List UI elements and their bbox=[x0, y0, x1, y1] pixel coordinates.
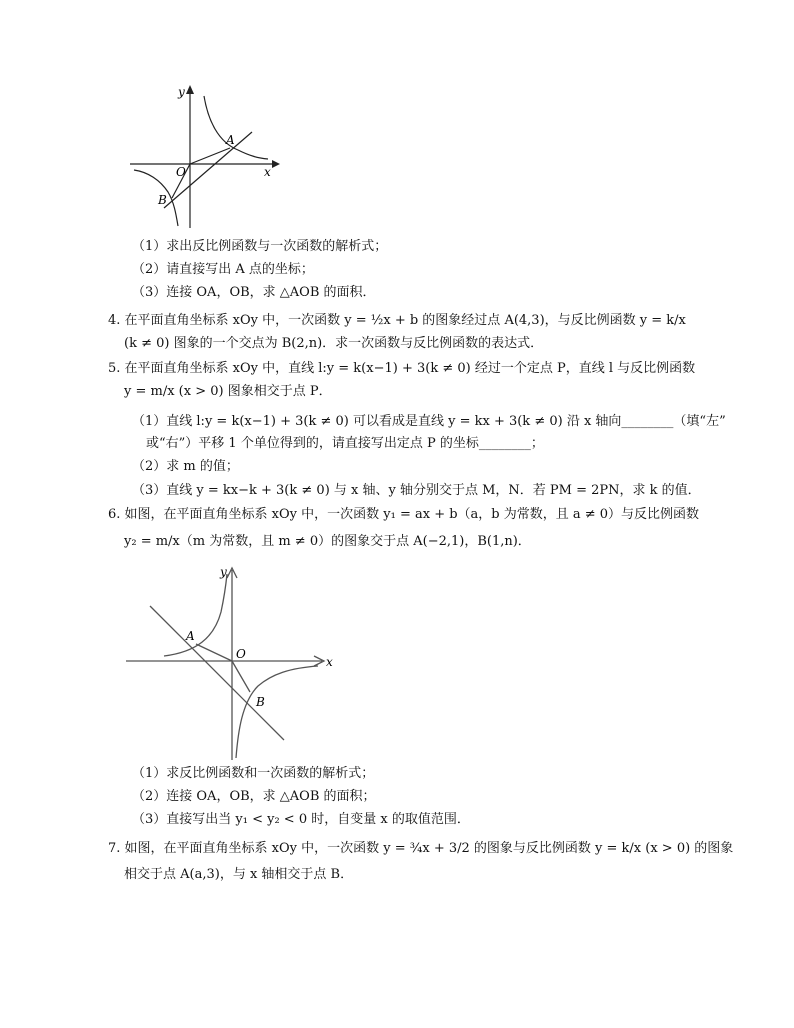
label-x: x bbox=[326, 655, 333, 669]
linear-line bbox=[150, 606, 284, 740]
q6-sub3: （3）直接写出当 y₁ < y₂ < 0 时，自变量 x 的取值范围． bbox=[132, 812, 470, 827]
label-x: x bbox=[264, 165, 271, 179]
q7-line1: 7. 如图，在平面直角坐标系 xOy 中，一次函数 y = ¾x + 3/2 的图象与反比例函数 y = k/x (x > 0) 的图象 bbox=[108, 841, 734, 856]
q4-line1: 4. 在平面直角坐标系 xOy 中，一次函数 y = ½x + b 的图象经过点 A(4,3)，与反比例函数 y = k/x bbox=[108, 313, 686, 328]
q3-sub3: （3）连接 OA，OB，求 △AOB 的面积． bbox=[132, 285, 376, 300]
q5-sub1a: （1）直线 l:y = k(x−1) + 3(k ≠ 0) 可以看成是直线 y = kx + 3(k ≠ 0) 沿 x 轴向________（填“左” bbox=[132, 414, 726, 429]
figure-2-graph bbox=[124, 562, 340, 762]
q6-sub2: （2）连接 OA，OB，求 △AOB 的面积； bbox=[132, 789, 376, 804]
label-O: O bbox=[236, 647, 246, 661]
hyperbola-branch-2 bbox=[134, 170, 178, 226]
q6-line2: y₂ = m/x（m 为常数，且 m ≠ 0）的图象交于点 A(−2,1)，B(1,n)． bbox=[124, 534, 531, 549]
q6-line1: 6. 如图，在平面直角坐标系 xOy 中，一次函数 y₁ = ax + b（a，b 为常数，且 a ≠ 0）与反比例函数 bbox=[108, 507, 700, 522]
figure-1-svg bbox=[126, 80, 286, 232]
q5-sub3: （3）直线 y = kx−k + 3(k ≠ 0) 与 x 轴、y 轴分别交于点 M，N．若 PM = 2PN，求 k 的值． bbox=[132, 483, 701, 498]
q6-sub1: （1）求反比例函数和一次函数的解析式； bbox=[132, 766, 375, 781]
label-A: A bbox=[226, 133, 235, 147]
q3-sub2: （2）请直接写出 A 点的坐标； bbox=[132, 262, 314, 277]
label-B: B bbox=[158, 193, 167, 207]
figure-2-svg bbox=[124, 562, 340, 762]
q3-sub1: （1）求出反比例函数与一次函数的解析式； bbox=[132, 239, 388, 254]
x-axis-arrow bbox=[272, 160, 280, 168]
q5-line2: y = m/x (x > 0) 图象相交于点 P． bbox=[124, 384, 332, 399]
segment-OA bbox=[196, 644, 232, 661]
q4-line2: (k ≠ 0) 图象的一个交点为 B(2,n)．求一次函数与反比例函数的表达式． bbox=[124, 336, 544, 351]
q5-sub2: （2）求 m 的值； bbox=[132, 459, 239, 474]
segment-OB bbox=[232, 661, 250, 692]
y-axis-arrow bbox=[186, 85, 194, 94]
label-y: y bbox=[220, 565, 227, 579]
hyperbola-branch-2 bbox=[164, 574, 227, 656]
hyperbola-branch-4 bbox=[236, 666, 318, 758]
q5-line1: 5. 在平面直角坐标系 xOy 中，直线 l:y = k(x−1) + 3(k ≠ 0) 经过一个定点 P，直线 l 与反比例函数 bbox=[108, 361, 696, 376]
label-A: A bbox=[186, 629, 195, 643]
label-O: O bbox=[176, 165, 186, 179]
hyperbola-branch-1 bbox=[204, 96, 268, 159]
q7-line2: 相交于点 A(a,3)，与 x 轴相交于点 B． bbox=[124, 867, 354, 882]
label-B: B bbox=[256, 695, 265, 709]
figure-1-graph bbox=[126, 80, 286, 232]
label-y: y bbox=[178, 85, 185, 99]
q5-sub1b: 或“右”）平移 1 个单位得到的，请直接写出定点 P 的坐标________； bbox=[146, 436, 544, 451]
